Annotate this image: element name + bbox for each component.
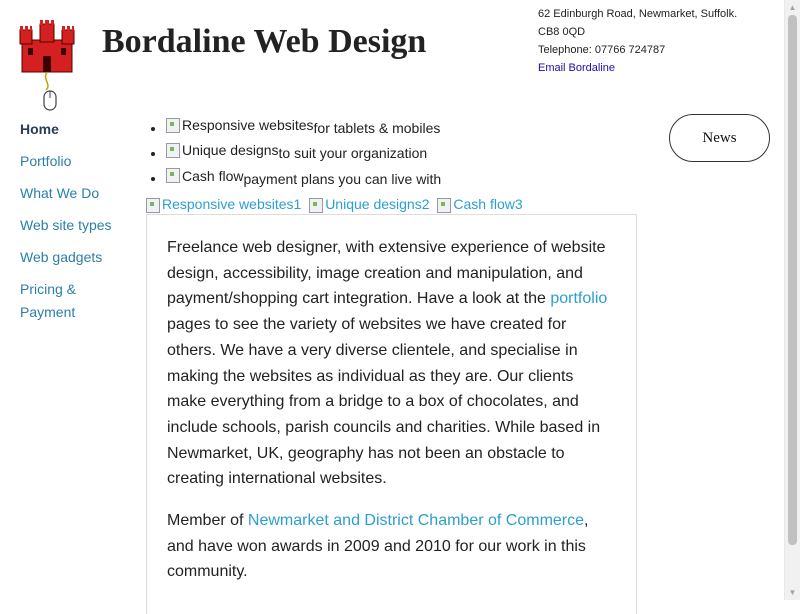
portfolio-link[interactable]: portfolio	[550, 290, 608, 308]
broken-image-icon	[166, 168, 180, 183]
slider-link-label: Responsive websites1	[162, 196, 302, 212]
paragraph-text: Member of	[167, 512, 248, 530]
telephone: Telephone: 07766 724787	[538, 44, 666, 56]
main-content	[146, 214, 637, 614]
nav-item-portfolio[interactable]: Portfolio	[20, 153, 72, 169]
nav-item-web-site-types[interactable]: Web site types	[20, 217, 112, 233]
slider-link-label: Cash flow3	[453, 196, 523, 212]
feature-text: to suit your organization	[278, 145, 428, 161]
feature-list	[146, 114, 441, 190]
nav-item-home[interactable]: Home	[20, 121, 59, 137]
list-item	[166, 139, 441, 164]
main-nav	[20, 118, 115, 333]
broken-image-icon	[309, 198, 323, 213]
feature-text: payment plans you can live with	[243, 170, 442, 187]
chamber-of-commerce-link[interactable]: Newmarket and District Chamber of Commerce	[247, 512, 585, 530]
castle-mouse-logo-icon	[18, 20, 80, 112]
contact-info	[538, 5, 737, 77]
feature-image	[166, 114, 314, 137]
site-logo[interactable]	[18, 20, 80, 112]
intro-paragraph	[167, 235, 616, 492]
feature-image-alt: • Responsive websites	[182, 117, 314, 133]
feature-image-alt: • Cash flow	[182, 167, 244, 184]
paragraph-text: pages to see the variety of websites we have created for others. We have a very diverse clientele, and specialise in making the websites as individual as they are. Our clients make everything from a bridge to a box of chocolates, and include schools, parish councils and charities. While based in Newmarket, UK, geography has not been an obstacle to creating international websites.	[167, 316, 601, 488]
news-button[interactable]: News	[669, 114, 770, 162]
feature-image-alt: • Unique designs	[182, 142, 279, 159]
slider-nav	[146, 196, 527, 213]
broken-image-icon	[437, 198, 451, 213]
email-link[interactable]: Email Bordaline	[538, 62, 616, 74]
broken-image-icon	[166, 143, 180, 158]
address-line-2: CB8 0QD	[538, 26, 586, 38]
scroll-down-arrow-icon[interactable]: ▼	[788, 588, 797, 597]
address-line-1: 62 Edinburgh Road, Newmarket, Suffolk.	[538, 8, 738, 20]
feature-image	[166, 139, 279, 162]
slider-link-label: Unique designs2	[325, 196, 430, 212]
paragraph-text: , and have won awards in 2009 and 2010 for our work in this community.	[167, 512, 589, 581]
nav-item-web-gadgets[interactable]: Web gadgets	[20, 249, 103, 265]
feature-text: for tablets & mobiles	[313, 119, 441, 136]
slider-link[interactable]	[146, 196, 301, 212]
broken-image-icon	[166, 118, 180, 133]
scroll-thumb[interactable]	[788, 15, 797, 545]
paragraph-text: Freelance web designer, with extensive experience of website design, accessibility, image creation and manipulation, and payment/shopping cart integration. Have a look at the	[167, 239, 606, 308]
vertical-scrollbar[interactable]	[784, 0, 800, 600]
broken-image-icon	[146, 198, 160, 213]
list-item	[166, 165, 441, 190]
feature-image	[166, 165, 243, 188]
scroll-up-arrow-icon[interactable]: ▲	[788, 3, 797, 12]
nav-item-what-we-do[interactable]: What We Do	[20, 185, 100, 201]
site-title: Bordaline Web Design	[102, 23, 427, 60]
nav-item-pricing-payment[interactable]: Pricing & Payment	[20, 281, 77, 320]
slider-link[interactable]	[437, 196, 522, 212]
membership-paragraph	[167, 508, 616, 585]
slider-link[interactable]	[309, 196, 429, 212]
list-item	[166, 114, 441, 139]
